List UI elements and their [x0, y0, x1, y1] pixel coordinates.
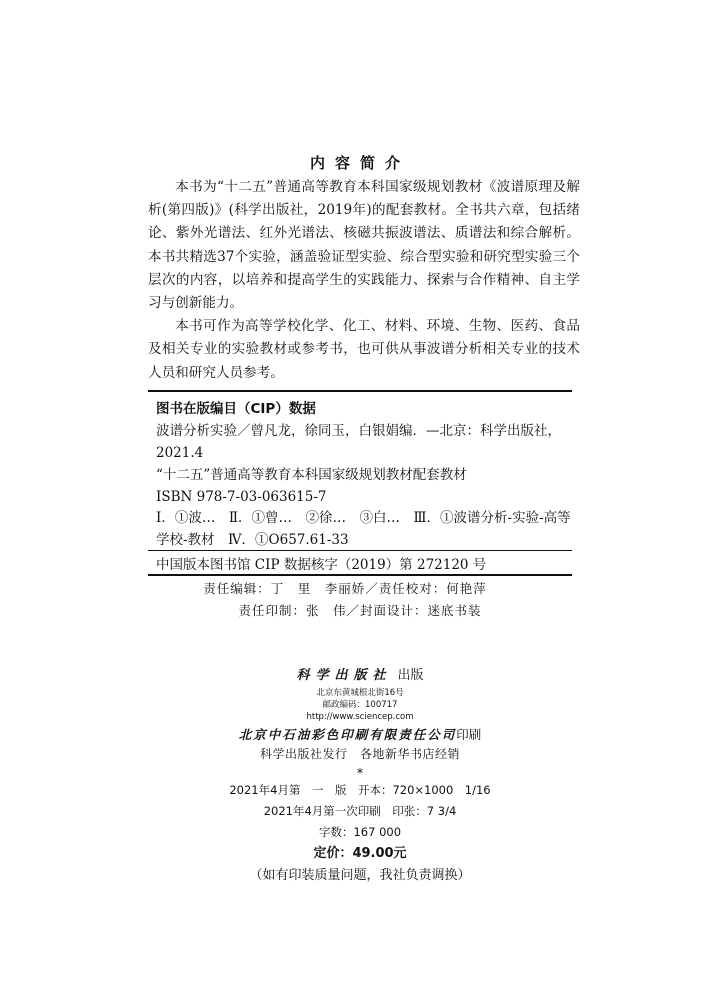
- separator-star: *: [357, 766, 363, 780]
- publisher-line: [0, 664, 720, 683]
- staff-line: 责任编辑：丁 里 李丽娇／责任校对：何艳萍: [203, 581, 487, 596]
- cip-middle-rule: [148, 550, 572, 551]
- cip-line: ISBN 978-7-03-063615-7: [156, 489, 327, 505]
- publisher-action: 出版: [397, 668, 424, 683]
- cip-bottom-rule: [148, 574, 572, 576]
- staff-line: 责任印制：张 伟／封面设计：迷底书装: [238, 603, 482, 618]
- publisher-postcode: 邮政编码：100717: [322, 700, 398, 710]
- summary-title: 内容简介: [309, 154, 410, 172]
- cip-classification: [156, 507, 576, 551]
- price: 定价：49.00元: [313, 846, 407, 861]
- printer-line: [0, 725, 720, 743]
- cip-line: 波谱分析实验／曾凡龙，徐同玉，白银娟编．—北京：科学出版社，: [156, 423, 561, 439]
- publication-info: [0, 664, 720, 887]
- summary-body: [148, 176, 580, 385]
- cip-line: “十二五”普通高等教育本科国家级规划教材配套教材: [156, 467, 467, 483]
- cip-record-number: 中国版本图书馆 CIP 数据核字（2019）第 272120 号: [156, 557, 487, 573]
- distribution-line: 科学出版社发行 各地新华书店经销: [259, 747, 460, 761]
- publisher-address: 北京东黄城根北街16号: [316, 688, 404, 698]
- summary-paragraph-1: 本书为“十二五”普通高等教育本科国家级规划教材《波谱原理及解析(第四版)》(科学出版社，2019年)的配套教材。全书共六章，包括绪论、紫外光谱法、红外光谱法、核磁共振波谱法、质谱法和综合解析。本书共精选37个实验，涵盖验证型实验、综合型实验和研究型实验三个层次的内容，以培养和提高学生的实践能力、探索与合作精神、自主学习与创新能力。: [148, 179, 580, 312]
- cip-top-rule: [148, 390, 572, 392]
- cip-class-line: 学校-教材 Ⅳ．①O657.61-33: [156, 532, 349, 548]
- cip-description: [156, 420, 576, 508]
- printer-action: 印刷: [456, 727, 482, 742]
- cip-heading: 图书在版编目（CIP）数据: [156, 401, 316, 417]
- cip-line: 2021.4: [156, 445, 204, 461]
- cip-class-line: Ⅰ．①波… Ⅱ．①曾… ②徐… ③白… Ⅲ．①波谱分析-实验-高等: [156, 510, 571, 526]
- printer-name: 北京中石油彩色印刷有限责任公司: [238, 727, 457, 742]
- publisher-website: http://www.sciencep.com: [306, 712, 414, 722]
- publisher-name: 科学出版社: [296, 668, 392, 683]
- quality-notice: （如有印装质量问题，我社负责调换）: [249, 868, 471, 883]
- edition-line: 2021年4月第 一 版 开本：720×1000 1/16: [229, 783, 491, 797]
- printing-line: 2021年4月第一次印刷 印张：7 3/4: [263, 804, 457, 818]
- staff-credits: [0, 578, 720, 622]
- word-count: 字数：167 000: [318, 825, 402, 839]
- summary-paragraph-2: 本书可作为高等学校化学、化工、材料、环境、生物、医药、食品及相关专业的实验教材或参考书，也可供从事波谱分析相关专业的技术人员和研究人员参考。: [148, 318, 580, 381]
